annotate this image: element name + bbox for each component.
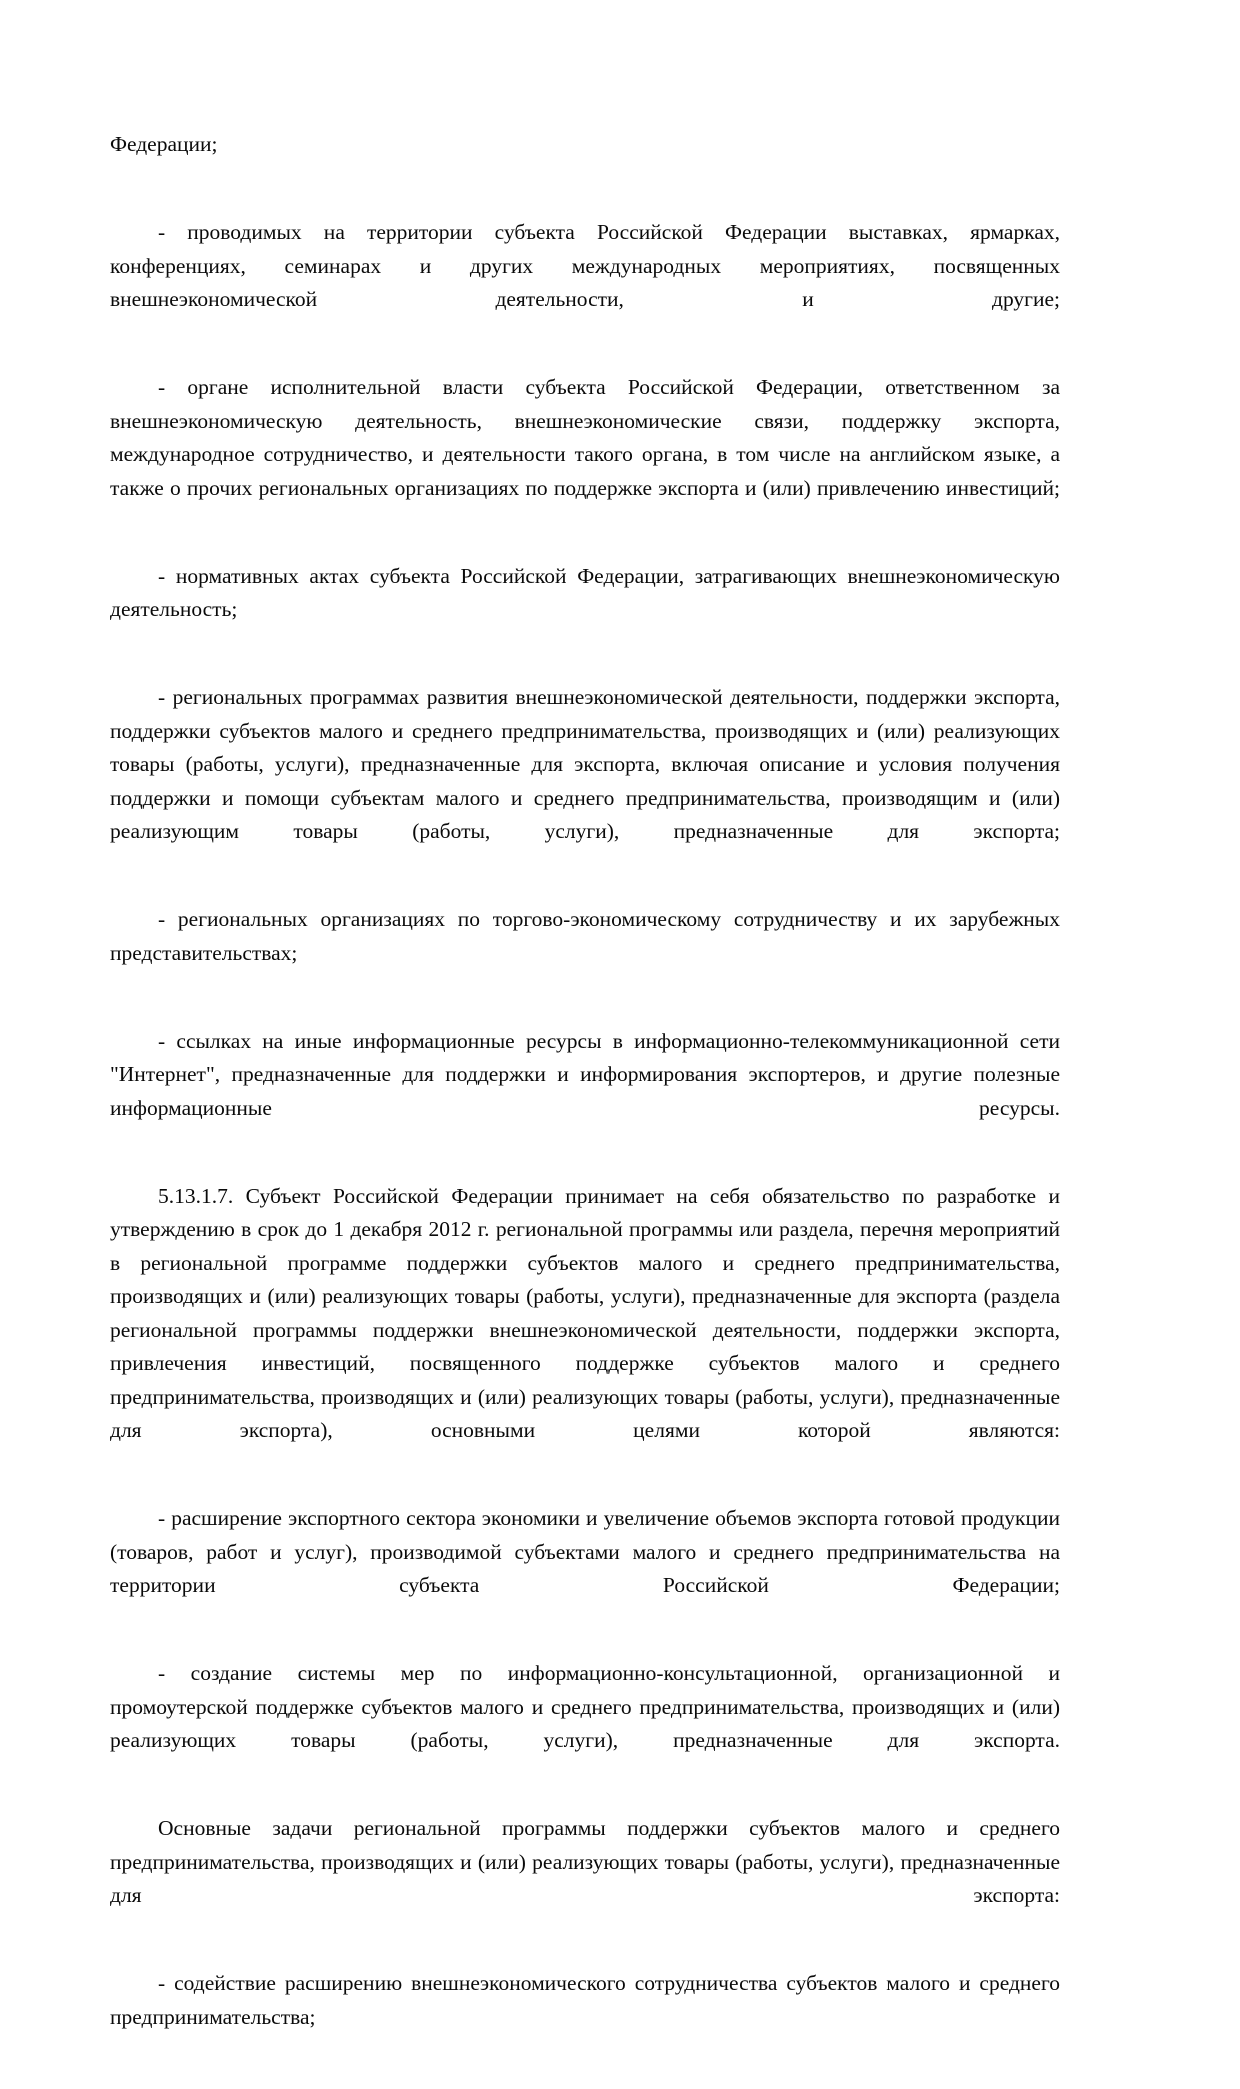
paragraph: - содействие расширению внешнеэкономического сотрудничества субъектов малого и среднего предпринимательства; <box>110 1971 1060 2029</box>
paragraph: - органе исполнительной власти субъекта Российской Федерации, ответственном за внешнеэкономическую деятельность, внешнеэкономические связи, поддержку экспорта, международное сотрудничество, и деятельности такого органа, в том числе на английском языке, а также о прочих региональных организациях по поддержке экспорта и (или) привлечению инвестиций; <box>110 375 1060 500</box>
paragraph: - региональных организациях по торгово-экономическому сотрудничеству и их зарубежных представительствах; <box>110 907 1060 965</box>
paragraph: - ссылках на иные информационные ресурсы в информационно-телекоммуникационной сети "Интернет", предназначенные для поддержки и информирования экспортеров, и другие полезные информационные ресурсы. <box>110 1028 1060 1120</box>
paragraph: - расширение экспортного сектора экономики и увеличение объемов экспорта готовой продукции (товаров, работ и услуг), производимой субъектами малого и среднего предпринимательства на территории субъекта Российской Федерации; <box>110 1506 1060 1597</box>
paragraph: - проводимых на территории субъекта Российской Федерации выставках, ярмарках, конференциях, семинарах и других международных мероприятиях, посвященных внешнеэкономической деятельности, и другие; <box>110 220 1060 311</box>
paragraph: - создание системы мер по информационно-консультационной, организационной и промоутерской поддержке субъектов малого и среднего предпринимательства, производящих и (или) реализующих товары (работы, услуги), предназначенные для экспорта. <box>110 1661 1060 1752</box>
paragraph: - региональных программах развития внешнеэкономической деятельности, поддержки экспорта, поддержки субъектов малого и среднего предпринимательства, производящих и (или) реализующих товары (работы, услуги), предназначенные для экспорта, включая описание и условия получения поддержки и помощи субъектам малого и среднего предпринимательства, производящим и (или) реализующим товары (работы, услуги), предназначенные для экспорта; <box>110 685 1060 843</box>
paragraph: - нормативных актах субъекта Российской Федерации, затрагивающих внешнеэкономическую деятельность; <box>110 563 1060 621</box>
paragraph: Основные задачи региональной программы поддержки субъектов малого и среднего предпринимательства, производящих и (или) реализующих товары (работы, услуги), предназначенные для экспорта: <box>110 1816 1060 1907</box>
paragraph: Федерации; <box>110 132 218 156</box>
paragraph: 5.13.1.7. Субъект Российской Федерации принимает на себя обязательство по разработке и утверждению в срок до 1 декабря 2012 г. региональной программы или раздела, перечня мероприятий в региональной программе поддержки субъектов малого и среднего предпринимательства, производящих и (или) реализующих товары (работы, услуги), предназначенные для экспорта (раздела региональной программы поддержки внешнеэкономической деятельности, поддержки экспорта, привлечения инвестиций, посвященного поддержке субъектов малого и среднего предпринимательства, производящих и (или) реализующих товары (работы, услуги), предназначенные для экспорта), основными целями которой являются: <box>110 1183 1060 1442</box>
document-text-column <box>110 128 1060 2089</box>
